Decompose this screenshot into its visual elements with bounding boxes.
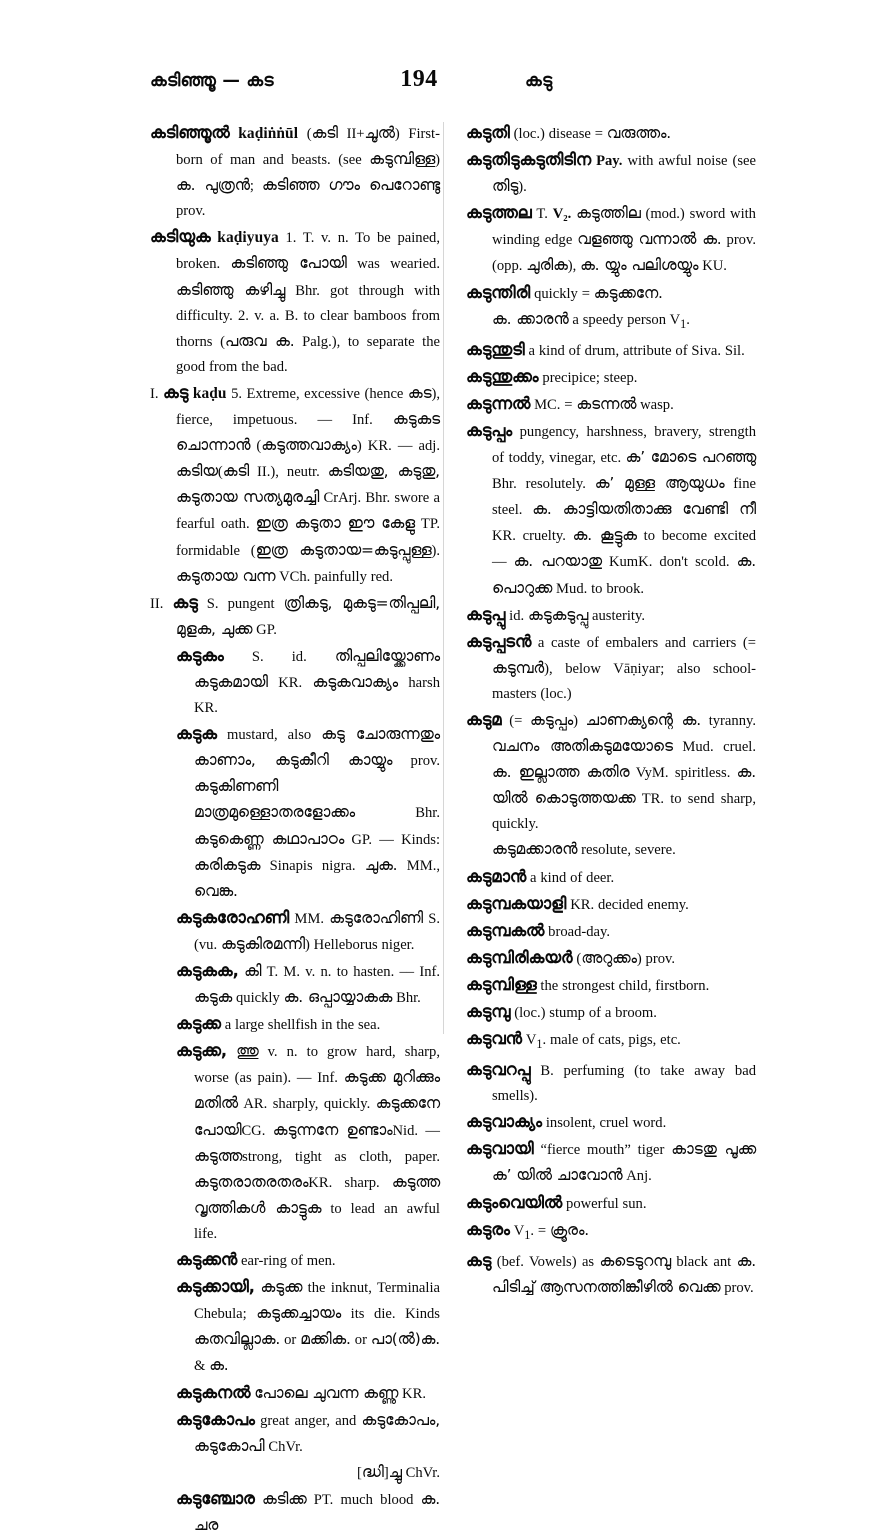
entry-malayalam: കടിഞ്ഞു കഴിച്ചു	[176, 280, 286, 299]
entry-headword: കടുകരോഹണി	[176, 907, 290, 927]
entry-malayalam: കടുന്നനേ ഉണ്ടാം	[272, 1120, 393, 1139]
dictionary-entry: കടുവാക്യം insolent, cruel word.	[466, 1112, 667, 1132]
entry-malayalam: ക’ മുള്ള ആയുധം	[594, 474, 725, 493]
entry-malayalam: കടുക്ക മുറിക്കും മതിൽ	[194, 1068, 440, 1113]
entry-headword: കടുവാക്യം	[466, 1112, 542, 1132]
dictionary-entry: കടുമ്പിരികയർ (അറുക്കം) prov.	[466, 947, 676, 967]
dictionary-entry: കടുരം $V_1$. = ക്രൂരം.	[466, 1219, 590, 1242]
entry-headword: കടുതിടുകടുതിടിന	[466, 150, 592, 170]
entry-malayalam: ചാണക്യന്റെ ക.	[585, 710, 702, 729]
entry-malayalam: വളഞ്ഞു വന്നാൽ ക.	[577, 230, 722, 249]
dictionary-entry: കടുവായി “fierce mouth” tiger കാടതു പൂക്ക ക’ യിൽ ചാവോൻ Anj.	[466, 1139, 756, 1185]
entry-headword: കടുമാൻ	[466, 866, 527, 886]
entry-malayalam: കടുക്കനേ പോയി	[194, 1094, 440, 1139]
dictionary-entry: കടുന്നൽ MC. = കടന്നൽ wasp.	[466, 393, 674, 413]
dictionary-entry: കടുമ (= കടുപ്പം) ചാണക്യന്റെ ക. tyranny. വചനം അതികടുമയോടെ Mud. cruel. ക. ഇല്ലാത്ത കതിര VyM. spiritless. ക. യിൽ കൊടുത്തയക്ക TR. to send sharp, quickly.	[466, 709, 756, 833]
entry-headword: കടുകം	[176, 645, 224, 665]
dictionary-entry: കടുതിടുകടുതിടിന Pay. with awful noise (see തിടു).	[466, 150, 756, 196]
entry-malayalam: ക. യ്യും പലിശയ്യും	[580, 256, 699, 275]
entry-headword: കടുപ്പു	[466, 604, 506, 624]
entry-headword: കടുംവെയിൽ	[466, 1192, 563, 1212]
entry-malayalam: ത്രികടു, മുകടു=തിപ്പലി, മുളക, ചുക്ക	[176, 593, 441, 638]
entry-malayalam: കടുത്ത	[194, 1146, 243, 1165]
entry-malayalam: കടുകവാക്യം	[312, 672, 399, 691]
dictionary-entry: കടിയുക kaḍiyuya 1. T. v. n. To be pained, broken. കടിഞ്ഞു പോയി was wearied. കടിഞ്ഞു കഴിച്ചു Bhr. got through with difficulty. 2. v. a. B. to clear bamboos from thorns (പരുവ ക. Palg.), to separate the good from the bad.	[150, 227, 440, 375]
entry-malayalam: തിടു	[492, 177, 519, 196]
entry-headword: കടുവൻ	[466, 1029, 522, 1049]
entry-malayalam: കി	[244, 962, 262, 980]
entry-malayalam: കടിക്ക	[261, 1489, 307, 1508]
entry-headword: കടുമ്പു	[466, 1002, 511, 1021]
page-number: 194	[400, 66, 438, 92]
entry-malayalam: കട	[407, 383, 432, 402]
dictionary-entry: കടുകരോഹണി MM. കടുരോഹിണി S. (vu. കടുകിരമന്നി) Helleborus niger.	[176, 907, 440, 953]
entry-headword: കടുമ്പിരികയർ	[466, 947, 573, 967]
entry-malayalam: കടുകോപം, കടുകോപി	[194, 1410, 440, 1455]
entry-malayalam: പരുവ ക.	[224, 331, 295, 350]
column-divider	[443, 122, 444, 1034]
dictionary-entry: കടുകനൽ പോലെ ചുവന്ന കണ്ണു KR.	[176, 1382, 426, 1402]
running-head-right-headword: കടു	[525, 71, 553, 91]
dictionary-entry: കടുപ്പു id. കടുകടുപ്പു austerity.	[466, 604, 645, 624]
entry-malayalam: കടുക	[194, 988, 233, 1007]
dictionary-entry: കടുമക്കാരൻ resolute, severe.	[492, 840, 676, 859]
entry-malayalam: കടുകടുപ്പു	[528, 605, 589, 624]
dictionary-entry: കടുപ്പടൻ a caste of embalers and carriers (= കടുമ്പർ), below Vāṇiyar; also school-masters (loc.)	[466, 631, 756, 702]
entry-malayalam: ക. യിൽ കൊടുത്തയക്ക	[492, 763, 756, 808]
dictionary-entry: കടുപ്പം pungency, harshness, bravery, strength of toddy, vinegar, etc. ക’ മോടെ പറഞ്ഞു Bhr. resolutely. ക’ മുള്ള ആയുധം fine steel. ക. കാട്ടിയതിതാക്കു വേണ്ടി നീ KR. cruelty. ക. കൂട്ടുക to become excited — ക. പറയാതു KumK. don't scold. ക. പൊറുക്ക Mud. to brook.	[466, 420, 756, 597]
entry-headword: കടുന്തിരി	[466, 282, 531, 302]
entry-headword: കടുക	[176, 724, 217, 744]
dictionary-entry: കടിഞ്ഞൂൽ kaḍiṅṅūl (കടി II+ചൂൽ) First-born of man and beasts. (see കടുമ്പിള്ള) ക. പുത്രൻ; കടിഞ്ഞ ഗൗം പെറോണ്ടു prov.	[150, 123, 440, 220]
entry-malayalam: കടുത്തില	[576, 204, 641, 223]
entry-malayalam: തിപ്പലിയ്ക്കോണം കടുകമായി	[194, 646, 440, 691]
entry-headword: കടു	[172, 592, 198, 612]
entry-malayalam: കതവില്ലാക.	[194, 1330, 281, 1349]
entry-malayalam: ക. ഒപ്പായ്യാകക	[283, 988, 393, 1007]
running-head-left-headword: കടിഞ്ഞൂ — കട	[150, 71, 274, 91]
entry-malayalam: പാ(ൽ)ക.	[370, 1330, 440, 1349]
entry-malayalam: ത്തു	[236, 1042, 259, 1061]
dictionary-entry: II. കടു S. pungent ത്രികടു, മുകടു=തിപ്പലി, മുളക, ചുക്ക GP.	[150, 592, 441, 638]
left-column	[150, 120, 440, 1539]
entry-malayalam: കടന്നൽ	[576, 394, 637, 413]
entry-malayalam: ക. ഇല്ലാത്ത കതിര	[492, 763, 630, 782]
entry-headword: കടുക്കായി,	[176, 1277, 256, 1297]
entry-headword: കടുക്കൻ	[176, 1250, 238, 1270]
bracketed-correction-line	[150, 1460, 440, 1486]
entry-malayalam: കടുക്കച്ചായം	[256, 1304, 342, 1323]
entry-malayalam: കടിയ	[176, 462, 218, 481]
dictionary-entry: കടുമ്പിള്ള the strongest child, firstborn.	[466, 974, 710, 994]
entry-malayalam: കടുക്കനേ.	[593, 283, 663, 302]
entry-roman-numeral: I.	[150, 385, 159, 402]
entry-headword: കടുമ്പകയാളി	[466, 893, 567, 913]
entry-malayalam: കടുതരാതരതരം	[194, 1172, 309, 1191]
dictionary-entry: കടുന്തുടി a kind of drum, attribute of Siva. Sil.	[466, 339, 745, 359]
bracket-note: [ദ്ധി]ച്ചു ChVr.	[356, 1462, 440, 1481]
entry-malayalam: വെങ്ക.	[194, 881, 238, 900]
entry-source: V₂.	[552, 206, 572, 223]
dictionary-entry: കടുമ്പകൽ broad-day.	[466, 920, 611, 940]
dictionary-entry: കടുംവെയിൽ powerful sun.	[466, 1192, 647, 1212]
entry-headword: കടുക്ക	[176, 1014, 221, 1034]
entry-transliteration: kaḍiṅṅūl	[238, 125, 299, 142]
entry-malayalam: മക്കിക.	[300, 1330, 351, 1349]
entry-malayalam: ക. കാട്ടിയതിതാക്കു വേണ്ടി നീ	[532, 500, 756, 519]
entry-malayalam: ചൂൽ	[364, 124, 395, 142]
dictionary-entry: കടുക mustard, also കടു ചോരുന്നതും കാണാം, കടുകീറി കായ്യും prov. കടുകിണണി മാത്രമുള്ളൊതരളോക്കം Bhr. കടുകെണ്ണ കഥാപാഠം GP. — Kinds: കരികടുക Sinapis nigra. ചുക. MM., വെങ്ക.	[176, 724, 441, 900]
entry-malayalam: കടി	[222, 462, 250, 481]
entry-malayalam: ചുരിക	[526, 256, 568, 275]
entry-malayalam: കടി	[311, 124, 338, 142]
entry-malayalam: കടുപ്പം	[530, 710, 574, 729]
entry-headword: കടുകോപം	[176, 1409, 255, 1429]
entry-malayalam: കടുകിണണി മാത്രമുള്ളൊതരളോക്കം	[194, 777, 355, 822]
entry-headword: കടുന്നൽ	[466, 393, 531, 413]
dictionary-entry: കടുമ്പകയാളി KR. decided enemy.	[466, 893, 689, 913]
entry-malayalam: ക. പൊറുക്ക	[492, 552, 756, 597]
entry-headword: കടുകക,	[176, 961, 239, 980]
entry-malayalam: കടിഞ്ഞ ഗൗം പെറോണ്ടു	[261, 176, 440, 195]
entry-malayalam: കാടതു പൂക്ക ക’ യിൽ ചാവോൻ	[492, 1140, 756, 1185]
entry-malayalam: കടെടുറമ്പു	[599, 1251, 671, 1270]
entry-malayalam: അറുക്കം	[581, 948, 637, 967]
entry-headword: കടുമ്പിള്ള	[466, 974, 537, 994]
entry-headword: കടുന്തുക്കം	[466, 366, 539, 386]
entry-malayalam: കടുമ്പിള്ള	[369, 150, 436, 169]
entry-malayalam: ക’ മോടെ പറഞ്ഞു	[625, 448, 756, 467]
entry-headword: കടുമ്പകൽ	[466, 920, 545, 940]
dictionary-entry: കടുമ്പു (loc.) stump of a broom.	[466, 1002, 657, 1021]
entry-malayalam: ക.	[209, 1356, 229, 1375]
entry-malayalam: കടുകട ചൊന്നാൻ	[176, 410, 440, 455]
dictionary-entry: കടുവൻ $V_1$. male of cats, pigs, etc.	[466, 1029, 681, 1051]
entry-headword: കടുകനൽ	[176, 1382, 251, 1402]
entry-headword: കടുപ്പടൻ	[466, 631, 532, 651]
entry-headword: കടുവായി	[466, 1139, 534, 1159]
entry-headword: കടു	[163, 382, 189, 402]
dictionary-entry: കടുകം S. id. തിപ്പലിയ്ക്കോണം കടുകമായി KR. കടുകവാക്യം harsh KR.	[176, 645, 440, 717]
entry-malayalam: കടുത്തവാക്യം	[261, 436, 357, 455]
dictionary-entry: കടുമാൻ a kind of deer.	[466, 866, 615, 886]
dictionary-entry: കടുന്തുക്കം precipice; steep.	[466, 366, 638, 386]
entry-malayalam: കടുത്ത വൃത്തികൾ കാട്ടുക	[194, 1172, 440, 1217]
entry-malayalam: ഇത്ര കടുതാ ഈ കേളു	[255, 514, 415, 533]
entry-headword: കടിയുക	[150, 227, 211, 247]
entry-headword: കടുന്തുടി	[466, 339, 525, 359]
entry-malayalam: ക്രൂരം.	[549, 1220, 590, 1239]
entry-malayalam: ചുക.	[364, 855, 398, 874]
running-head	[150, 66, 750, 100]
entry-headword: കടുരം	[466, 1219, 510, 1239]
entry-malayalam: കടിയതു, കടുതു, കടുതായ സത്യമുരച്ചി	[176, 462, 440, 507]
dictionary-entry: കടുവറപ്പു B. perfuming (to take away bad smells).	[466, 1060, 756, 1105]
page-body	[0, 120, 880, 1534]
entry-headword: കടിഞ്ഞൂൽ	[150, 123, 230, 142]
dictionary-entry: കടുന്തിരി quickly = കടുക്കനേ.	[466, 282, 663, 302]
entry-transliteration: kaḍiyuya	[217, 229, 279, 247]
entry-headword: കടുക്ക,	[176, 1041, 228, 1061]
dictionary-entry: കടുക്ക a large shellfish in the sea.	[176, 1014, 381, 1034]
entry-headword: കടു	[466, 1250, 492, 1270]
entry-malayalam: കടുമക്കാരൻ	[492, 840, 578, 859]
dictionary-entry: കടുക്കൻ ear-ring of men.	[176, 1250, 336, 1270]
dictionary-entry: കടുക്ക, ത്തു v. n. to grow hard, sharp, worse (as pain). — Inf. കടുക്ക മുറിക്കും മതിൽ AR. sharply, quickly. കടുക്കനേ പോയിCG. കടുന്നനേ ഉണ്ടാംNid. — കടുത്തstrong, tight as cloth, paper. കടുതരാതരതരംKR. sharp. കടുത്ത വൃത്തികൾ കാട്ടുക to lead an awful life.	[176, 1041, 440, 1242]
entry-malayalam: ക. കൂട്ടുക	[572, 526, 637, 545]
dictionary-entry: ക. ക്കാരൻ a speedy person $V_1$.	[492, 309, 690, 331]
dictionary-entry: കടുകക, കി T. M. v. n. to hasten. –– Inf. കടുക quickly ക. ഒപ്പായ്യാകക Bhr.	[176, 961, 440, 1007]
entry-headword: കടുത്തല	[466, 203, 532, 223]
entry-malayalam: കടുതായ വന്ന	[176, 566, 276, 585]
entry-malayalam: കടു ചോരുന്നതും കാണാം, കടുകീറി കായ്യും	[194, 725, 441, 770]
dictionary-entry: കടു (bef. Vowels) as കടെടുറമ്പു black ant ക. പിടിച്ച് ആസനത്തിങ്കീഴിൽ വെക്ക prov.	[466, 1250, 756, 1296]
entry-malayalam: കടുകിരമന്നി	[220, 934, 305, 953]
entry-transliteration: kaḍu	[192, 384, 227, 402]
entry-headword: കടുപ്പം	[466, 420, 513, 440]
entry-malayalam: കടുരോഹിണി	[329, 908, 424, 927]
entry-malayalam: ക. ചര	[194, 1489, 440, 1534]
entry-malayalam: കടിഞ്ഞു പോയി	[230, 254, 347, 273]
entry-malayalam: ക. ക്കാരൻ	[492, 309, 569, 328]
entry-headword: കടുമ	[466, 709, 502, 729]
entry-source: Pay.	[596, 153, 623, 170]
dictionary-entry: കടുഞ്ചോര കടിക്ക PT. much blood ക. ചര	[176, 1488, 440, 1534]
entry-headword: കടുതി	[466, 123, 510, 142]
entry-roman-numeral: II.	[150, 595, 164, 612]
dictionary-entry: കടുകോപം great anger, and കടുകോപം, കടുകോപി ChVr.	[176, 1409, 440, 1455]
entry-malayalam: പോലെ ചുവന്ന കണ്ണു	[254, 1383, 399, 1402]
entry-malayalam: ഇത്ര കടുതായ=കടുപ്പുള്ള	[255, 540, 432, 559]
dictionary-entry: കടുക്കായി, കടുക്ക the inknut, Terminalia Chebula; കടുക്കച്ചായം its die. Kinds കതവില്ലാക. or മക്കിക. or പാ(ൽ)ക. & ക.	[176, 1277, 440, 1375]
dictionary-entry: കടുതി (loc.) disease = വരുത്തം.	[466, 123, 672, 142]
dictionary-entry: കടുത്തല T. V₂. കടുത്തില (mod.) sword with winding edge വളഞ്ഞു വന്നാൽ ക. prov. (opp. ചുരിക), ക. യ്യും പലിശയ്യും KU.	[466, 203, 756, 275]
right-column	[466, 120, 756, 1301]
entry-malayalam: വരുത്തം.	[606, 124, 672, 142]
entry-malayalam: കടുകെണ്ണ കഥാപാഠം	[194, 829, 345, 848]
entry-malayalam: കടുക്ക	[260, 1278, 303, 1297]
entry-malayalam: വചനം അതികടുമയോടെ	[492, 737, 673, 756]
entry-headword: കടുവറപ്പു	[466, 1060, 531, 1080]
entry-malayalam: കടുമ്പർ	[492, 658, 545, 677]
entry-headword: കടുഞ്ചോര	[176, 1488, 255, 1508]
entry-malayalam: കരികടുക	[194, 855, 261, 874]
entry-malayalam: ക. പറയാതു	[513, 552, 602, 571]
entry-malayalam: ക. പുത്രൻ	[176, 176, 250, 195]
dictionary-entry: I. കടു kaḍu 5. Extreme, excessive (hence കട), fierce, impetuous. — Inf. കടുകട ചൊന്നാൻ (കടുത്തവാക്യം) KR. — adj. കടിയ(കടി II.), neutr. കടിയതു, കടുതു, കടുതായ സത്യമുരച്ചി CrArj. Bhr. swore a fearful oath. ഇത്ര കടുതാ ഈ കേളു TP. formidable (ഇത്ര കടുതായ=കടുപ്പുള്ള). കടുതായ വന്ന VCh. painfully red.	[150, 382, 440, 585]
entry-malayalam: ക. പിടിച്ച് ആസനത്തിങ്കീഴിൽ വെക്ക	[492, 1251, 756, 1296]
